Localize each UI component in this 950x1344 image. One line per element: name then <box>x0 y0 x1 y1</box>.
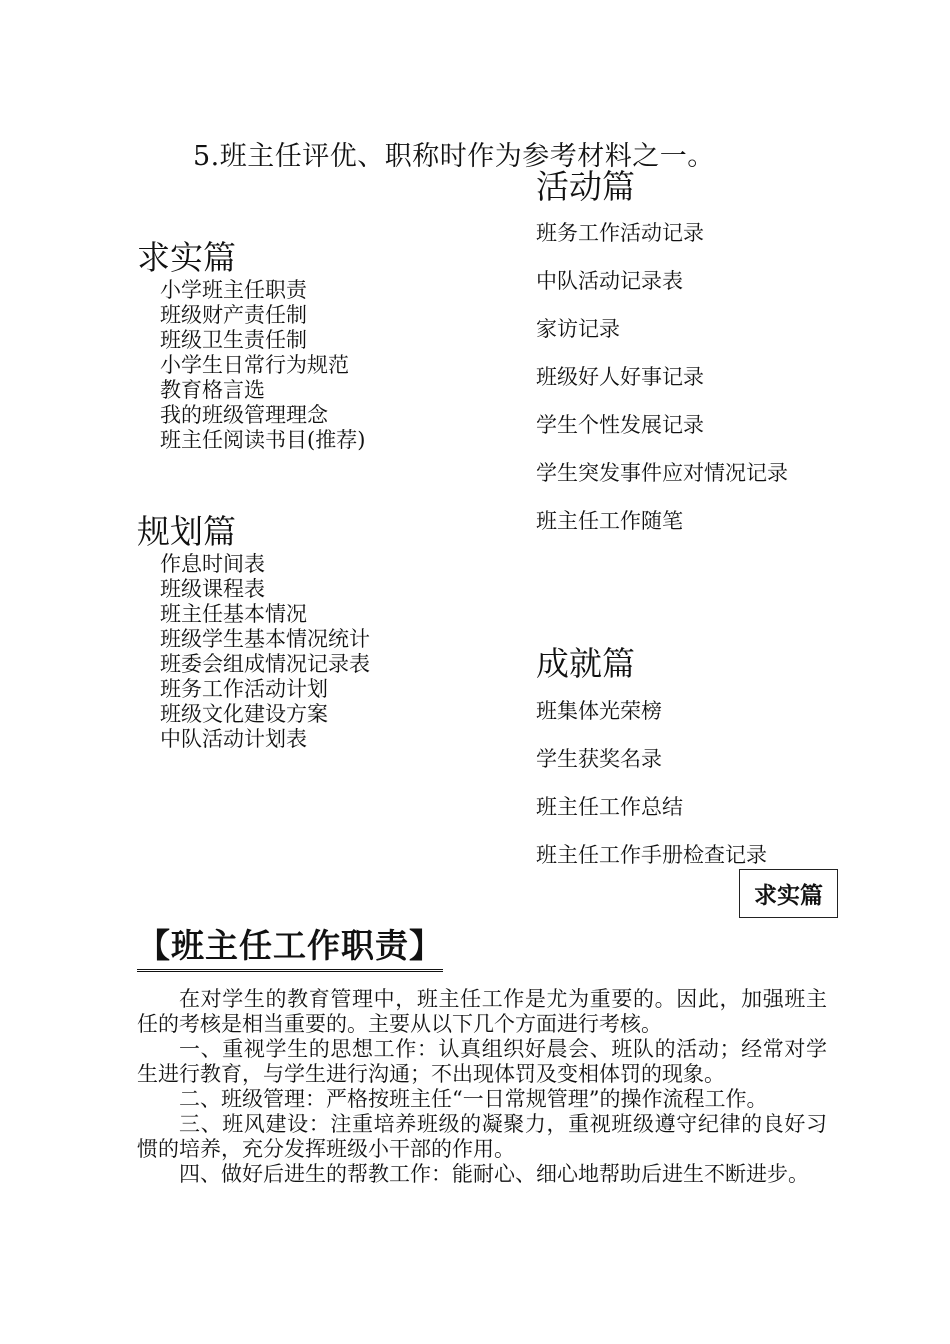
list-item: 家访记录 <box>536 317 620 341</box>
list-item: 班主任工作随笔 <box>536 509 683 533</box>
paragraph: 二、班级管理：严格按班主任“一日常规管理”的操作流程工作。 <box>179 1087 768 1111</box>
section-title-qiushi: 求实篇 <box>137 238 236 277</box>
section-title-huodong: 活动篇 <box>536 167 635 206</box>
list-item: 班集体光荣榜 <box>536 699 662 723</box>
paragraph: 三、班风建设：注重培养班级的凝聚力，重视班级遵守纪律的良好习惯的培养，充分发挥班级小干部的作用。 <box>137 1112 827 1161</box>
list-item: 班主任基本情况 <box>160 602 307 626</box>
list-item: 作息时间表 <box>160 552 265 576</box>
list-item: 班主任工作总结 <box>536 795 683 819</box>
qiushi-list <box>160 278 365 453</box>
list-item: 教育格言选 <box>160 378 265 402</box>
guihua-list <box>160 552 370 752</box>
list-item: 我的班级管理理念 <box>160 403 328 427</box>
section-title-guihua: 规划篇 <box>137 512 236 551</box>
intro-line: 5.班主任评优、职称时作为参考材料之一。 <box>193 141 715 172</box>
list-item: 班主任阅读书目(推荐) <box>160 428 366 452</box>
list-item: 学生获奖名录 <box>536 747 662 771</box>
list-item: 小学班主任职责 <box>160 278 307 302</box>
paragraph: 在对学生的教育管理中，班主任工作是尤为重要的。因此，加强班主任的考核是相当重要的。主要从以下几个方面进行考核。 <box>137 987 827 1036</box>
list-item: 中队活动记录表 <box>536 269 683 293</box>
duty-body <box>137 987 827 1187</box>
paragraph: 一、重视学生的思想工作：认真组织好晨会、班队的活动；经常对学生进行教育，与学生进行沟通；不出现体罚及变相体罚的现象。 <box>137 1037 827 1086</box>
section-tag-box: 求实篇 <box>739 869 838 918</box>
list-item: 学生个性发展记录 <box>536 413 704 437</box>
list-item: 中队活动计划表 <box>160 727 307 751</box>
list-item: 班级好人好事记录 <box>536 365 704 389</box>
list-item: 班委会组成情况记录表 <box>160 652 370 676</box>
duty-heading: 【班主任工作职责】 <box>137 920 443 972</box>
section-title-chengjiu: 成就篇 <box>536 644 635 683</box>
list-item: 班级财产责任制 <box>160 303 307 327</box>
list-item: 班级卫生责任制 <box>160 328 307 352</box>
list-item: 班务工作活动计划 <box>160 677 328 701</box>
list-item: 小学生日常行为规范 <box>160 353 349 377</box>
huodong-list <box>536 220 788 556</box>
list-item: 班级文化建设方案 <box>160 702 328 726</box>
list-item: 班级学生基本情况统计 <box>160 627 370 651</box>
list-item: 班主任工作手册检查记录 <box>536 843 767 867</box>
chengjiu-list <box>536 698 767 890</box>
list-item: 班务工作活动记录 <box>536 221 704 245</box>
paragraph: 四、做好后进生的帮教工作：能耐心、细心地帮助后进生不断进步。 <box>179 1162 809 1186</box>
list-item: 班级课程表 <box>160 577 265 601</box>
list-item: 学生突发事件应对情况记录 <box>536 461 788 485</box>
